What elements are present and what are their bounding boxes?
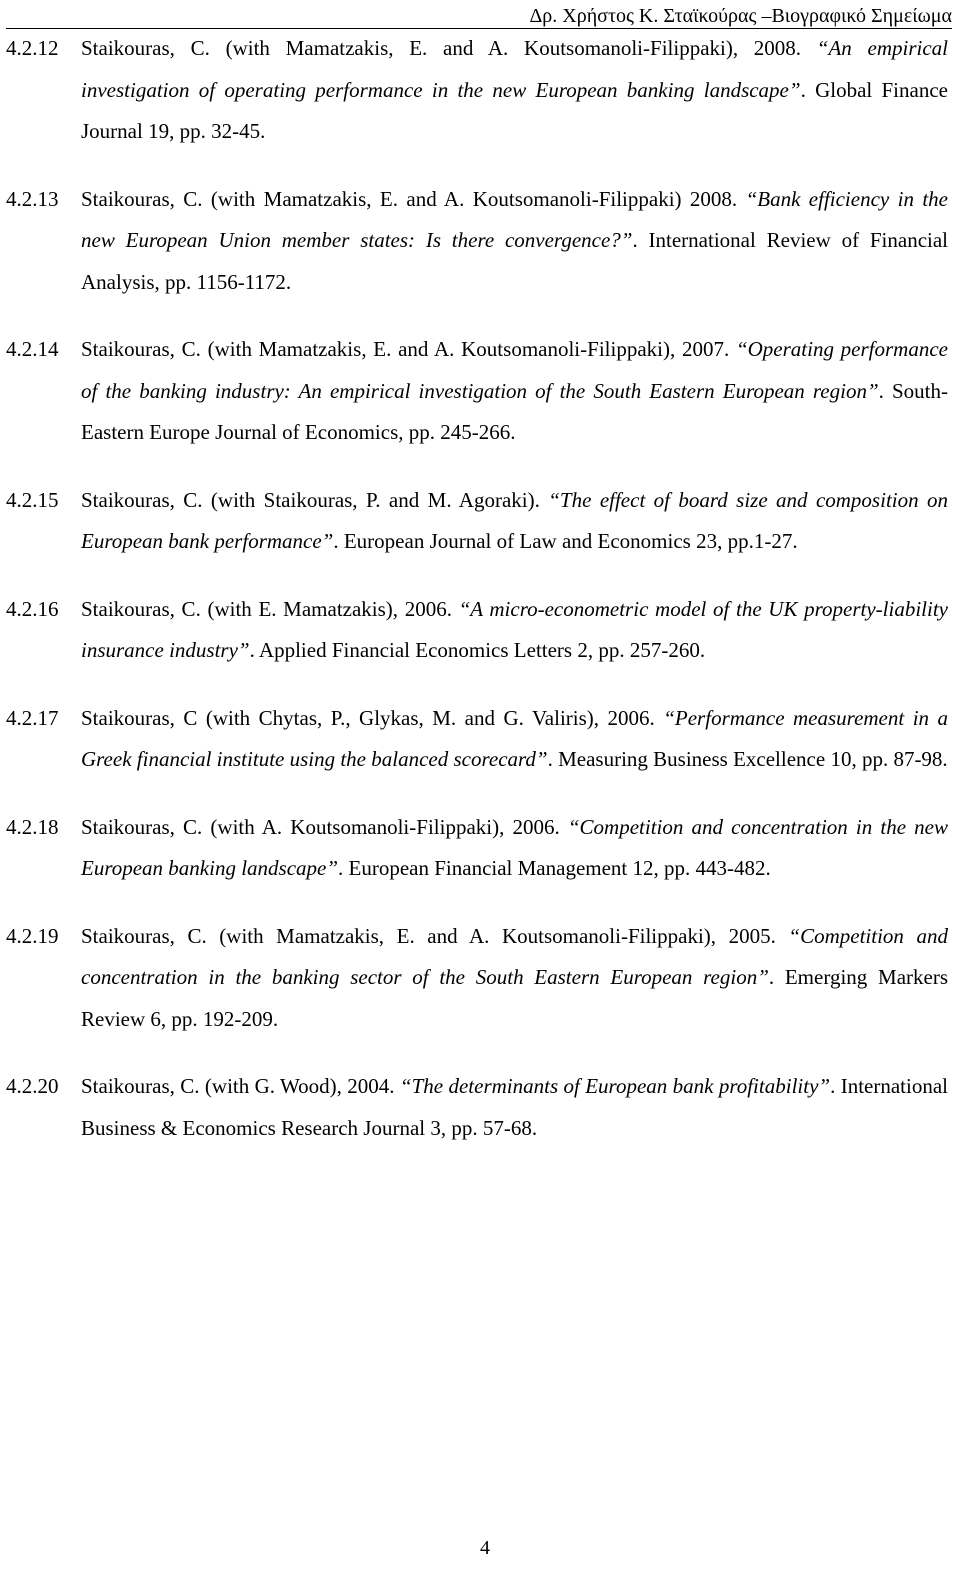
reference-entry xyxy=(6,807,948,890)
reference-number: 4.2.17 xyxy=(6,705,59,730)
reference-title: “Competition and concentration in the new European banking landscape” xyxy=(81,814,949,880)
reference-entry xyxy=(6,1066,948,1149)
reference-entry xyxy=(6,179,948,304)
reference-source: . Applied Financial Economics Letters 2, pp. 257-260. xyxy=(249,638,706,662)
reference-entry xyxy=(6,28,948,153)
reference-title: “The effect of board size and composition on European bank performance” xyxy=(81,487,948,553)
reference-source: . South-Eastern Europe Journal of Economics, pp. 245-266. xyxy=(81,378,948,444)
reference-authors: Staikouras, C. (with Mamatzakis, E. and A. Koutsomanoli-Filippaki), 2005. xyxy=(81,923,789,948)
reference-title: “A micro-econometric model of the UK property-liability insurance industry” xyxy=(81,596,948,662)
reference-authors: Staikouras, C. (with Mamatzakis, E. and A. Koutsomanoli-Filippaki) 2008. xyxy=(81,186,746,211)
reference-entry xyxy=(6,698,948,781)
reference-authors: Staikouras, C. (with E. Mamatzakis), 2006. xyxy=(81,596,459,621)
reference-title: “Operating performance of the banking industry: An empirical investigation of the South Eastern European region” xyxy=(81,337,948,403)
page-number: 4 xyxy=(480,1537,490,1559)
reference-authors: Staikouras, C. (with Staikouras, P. and M. Agoraki). xyxy=(81,487,549,512)
reference-number: 4.2.20 xyxy=(6,1074,59,1098)
reference-source: . International Review of Financial Analysis, pp. 1156-1172. xyxy=(81,228,949,294)
reference-number: 4.2.19 xyxy=(6,923,59,948)
reference-authors: Staikouras, C. (with A. Koutsomanoli-Filippaki), 2006. xyxy=(81,814,568,839)
reference-number: 4.2.15 xyxy=(6,487,59,512)
reference-source: . International Business & Economics Research Journal 3, pp. 57-68. xyxy=(81,1074,948,1140)
reference-entry xyxy=(6,589,948,672)
reference-authors: Staikouras, C (with Chytas, P., Glykas, M. and G. Valiris), 2006. xyxy=(81,705,664,730)
reference-source: . Emerging Markers Review 6, pp. 192-209. xyxy=(81,965,948,1031)
reference-authors: Staikouras, C. (with G. Wood), 2004. xyxy=(81,1074,400,1098)
reference-authors: Staikouras, C. (with Mamatzakis, E. and A. Koutsomanoli-Filippaki), 2008. xyxy=(81,36,817,60)
reference-title: “An empirical investigation of operating performance in the new European banking landscape” xyxy=(81,36,948,102)
reference-entry xyxy=(6,480,948,563)
publication-list xyxy=(6,28,948,1175)
reference-title: “Performance measurement in a Greek financial institute using the balanced scorecard” xyxy=(81,705,948,771)
running-header: Δρ. Χρήστος Κ. Σταϊκούρας –Βιογραφικό Σημείωμα xyxy=(529,5,952,27)
reference-source: . European Financial Management 12, pp. 443-482. xyxy=(338,856,771,880)
reference-authors: Staikouras, C. (with Mamatzakis, E. and A. Koutsomanoli-Filippaki), 2007. xyxy=(81,337,736,361)
reference-number: 4.2.18 xyxy=(6,814,59,839)
reference-entry xyxy=(6,329,948,454)
reference-source: . Global Finance Journal 19, pp. 32-45. xyxy=(81,77,948,143)
reference-title: “Bank efficiency in the new European Union member states: Is there convergence?” xyxy=(81,186,948,252)
reference-entry xyxy=(6,916,948,1041)
reference-title: “The determinants of European bank profitability” xyxy=(399,1074,831,1098)
reference-number: 4.2.12 xyxy=(6,36,59,60)
reference-source: . Measuring Business Excellence 10, pp. 87-98. xyxy=(547,747,948,771)
reference-title: “Competition and concentration in the banking sector of the South Eastern European region” xyxy=(81,923,948,989)
reference-source: . European Journal of Law and Economics 23, pp.1-27. xyxy=(333,529,798,553)
reference-number: 4.2.14 xyxy=(6,337,59,361)
reference-number: 4.2.16 xyxy=(6,596,59,621)
reference-number: 4.2.13 xyxy=(6,186,59,211)
